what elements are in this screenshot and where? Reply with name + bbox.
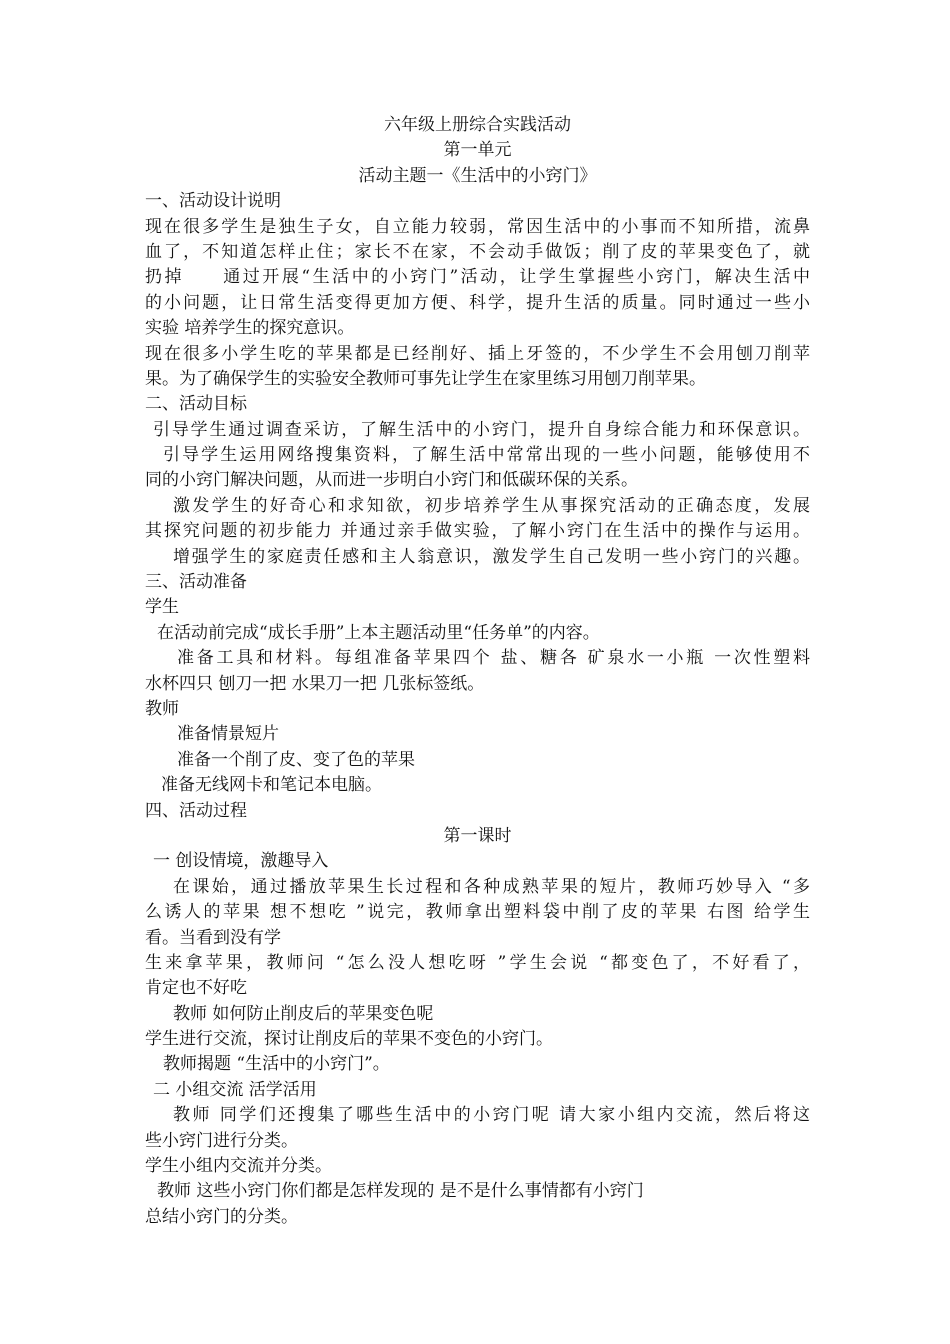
text-line: 学生 (145, 597, 179, 618)
text-line: 看。当看到没有学 (145, 927, 281, 948)
text-line: 其探究问题的初步能力 并通过亲手做实验，了解小窍门在生活中的操作与运用。 (145, 521, 810, 542)
text-line: 准备工具和材料。每组准备苹果四个 盐、糖各 矿泉水一小瓶 一次性塑料 (177, 648, 810, 669)
document-title: 六年级上册综合实践活动 (384, 115, 571, 135)
text-line: 引导学生通过调查采访，了解生活中的小窍门，提升自身综合能力和环保意识。 (153, 419, 810, 440)
text-line: 引导学生运用网络搜集资料，了解生活中常常出现的一些小问题，能够使用不 (163, 445, 810, 466)
text-line: 在活动前完成“成长手册”上本主题活动里“任务单”的内容。 (157, 622, 600, 643)
text-line: 教师 同学们还搜集了哪些生活中的小窍门呢 请大家小组内交流，然后将这 (173, 1105, 810, 1126)
text-line: 准备情景短片 (177, 724, 279, 745)
text-line: 同的小窍门解决问题，从而进一步明白小窍门和低碳环保的关系。 (145, 470, 638, 491)
text-line: 二、活动目标 (145, 394, 247, 415)
text-line: 在课始，通过播放苹果生长过程和各种成熟苹果的短片，教师巧妙导入 “多 (173, 876, 810, 897)
text-line: 四、活动过程 (145, 800, 247, 821)
text-line: 现在很多学生是独生子女，自立能力较弱，常因生活中的小事而不知所措，流鼻 (145, 216, 810, 237)
text-line: 么诱人的苹果 想不想吃 ”说完，教师拿出塑料袋中削了皮的苹果 右图 给学生 (145, 902, 810, 923)
text-line: 教师 这些小窍门你们都是怎样发现的 是不是什么事情都有小窍门 (157, 1181, 644, 1202)
unit-heading: 第一单元 (443, 140, 512, 161)
text-line: 现在很多小学生吃的苹果都是已经削好、插上牙签的，不少学生不会用刨刀削苹 (145, 343, 810, 364)
text-line: 二 小组交流 活学活用 (153, 1079, 317, 1100)
text-line: 增强学生的家庭责任感和主人翁意识，激发学生自己发明一些小窍门的兴趣。 (173, 546, 810, 567)
text-line: 生来拿苹果，教师问 “怎么没人想吃呀 ”学生会说 “都变色了，不好看了， (145, 952, 810, 973)
text-line: 学生进行交流，探讨让削皮后的苹果不变色的小窍门。 (145, 1029, 553, 1050)
text-line: 教师 (145, 698, 179, 719)
text-line: 肯定也不好吃 (145, 978, 247, 999)
text-line: 些小窍门进行分类。 (145, 1130, 298, 1151)
text-line: 一 创设情境，激趣导入 (153, 851, 329, 872)
text-line: 激发学生的好奇心和求知欲，初步培养学生从事探究活动的正确态度，发展 (173, 495, 810, 516)
text-line: 总结小窍门的分类。 (145, 1206, 298, 1227)
text-line: 实验 培养学生的探究意识。 (145, 318, 355, 339)
text-line: 一、活动设计说明 (145, 191, 281, 212)
text-line: 水杯四只 刨刀一把 水果刀一把 几张标签纸。 (145, 673, 485, 694)
text-line: 教师 如何防止削皮后的苹果变色呢 (173, 1003, 434, 1024)
text-line: 血了，不知道怎样止住；家长不在家，不会动手做饭；削了皮的苹果变色了，就 (145, 241, 810, 262)
text-line: 三、活动准备 (145, 572, 247, 593)
text-line: 学生小组内交流并分类。 (145, 1156, 332, 1177)
theme-heading: 活动主题一《生活中的小窍门》 (358, 165, 597, 186)
text-line: 第一课时 (443, 825, 512, 846)
text-line: 扔掉 通过开展“生活中的小窍门”活动，让学生掌握些小窍门，解决生活中 (145, 267, 810, 288)
text-line: 果。为了确保学生的实验安全教师可事先让学生在家里练习用刨刀削苹果。 (145, 368, 706, 389)
text-line: 准备一个削了皮、变了色的苹果 (177, 749, 415, 770)
document-body (145, 113, 810, 1230)
text-line: 准备无线网卡和笔记本电脑。 (161, 775, 382, 796)
text-line: 的小问题，让日常生活变得更加方便、科学，提升生活的质量。同时通过一些小 (145, 292, 810, 313)
text-line: 教师揭题 “生活中的小窍门”。 (163, 1054, 390, 1075)
